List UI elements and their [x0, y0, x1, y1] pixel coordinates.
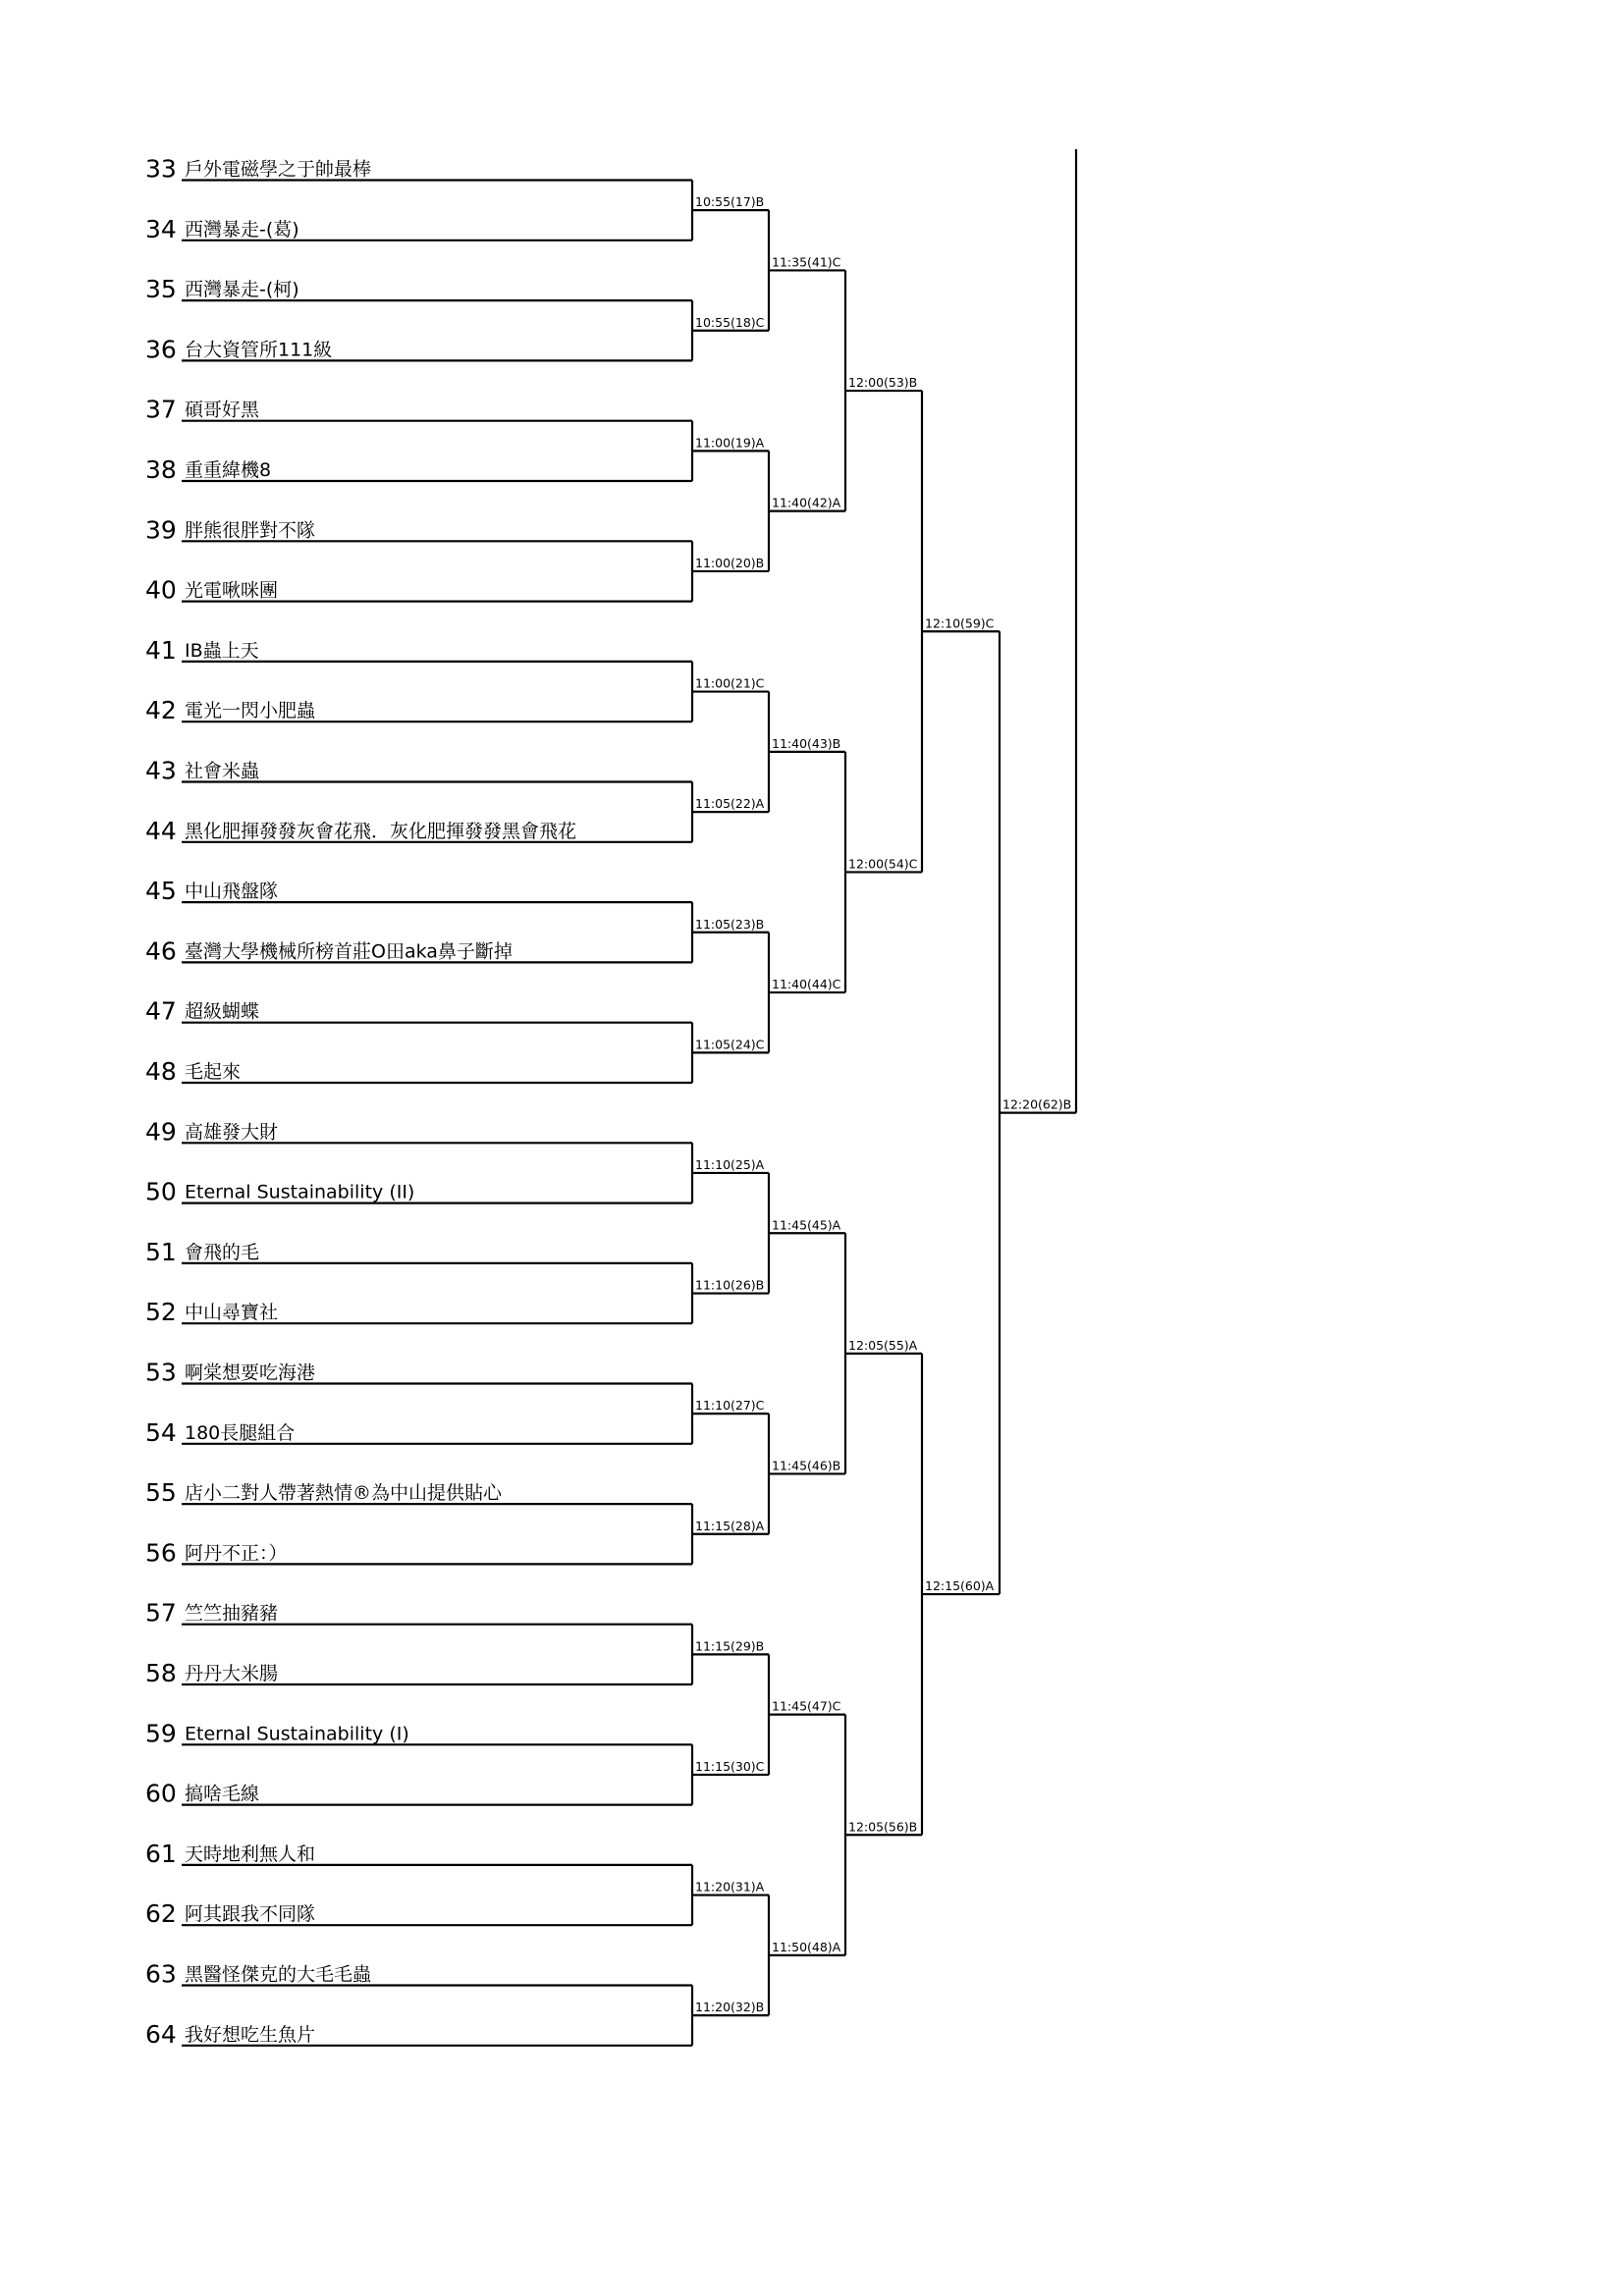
team-seed: 58: [145, 1659, 177, 1687]
match-label: 11:00(21)C: [695, 675, 765, 691]
match-labels: [695, 194, 1071, 2014]
match-label: 11:45(47)C: [772, 1698, 841, 1714]
team-name: Eternal Sustainability (I): [185, 1723, 409, 1745]
match-label: 10:55(17)B: [695, 194, 765, 210]
team-seed: 50: [145, 1177, 177, 1206]
match-label: 11:45(45)A: [772, 1217, 841, 1233]
team-name: 戶外電磁學之于帥最棒: [185, 158, 372, 181]
team-seed: 46: [145, 936, 177, 966]
team-seed: 33: [145, 154, 177, 184]
team-seed: 41: [145, 635, 177, 665]
team-name: 竺竺抽豬豬: [185, 1602, 279, 1625]
team-seed: 61: [145, 1839, 177, 1868]
match-label: 11:15(28)A: [695, 1518, 765, 1533]
match-label: 11:00(20)B: [695, 555, 765, 570]
team-name: 中山飛盤隊: [185, 881, 279, 903]
team-name: 碩哥好黑: [185, 399, 260, 421]
team-seed: 34: [145, 214, 177, 243]
team-name: IB蟲上天: [185, 639, 259, 662]
team-seed: 63: [145, 1959, 177, 1989]
team-name: 黑化肥揮發發灰會花飛．灰化肥揮發發黑會飛花: [185, 820, 577, 842]
team-seed: 45: [145, 877, 177, 906]
team-name: 黑醫怪傑克的大毛毛蟲: [185, 1963, 372, 1986]
team-seed: 53: [145, 1358, 177, 1387]
team-seed: 56: [145, 1538, 177, 1568]
match-label: 11:15(29)B: [695, 1638, 765, 1654]
team-seed: 52: [145, 1298, 177, 1327]
team-name: 社會米蟲: [185, 760, 260, 782]
team-name: 重重緯機8: [185, 459, 272, 481]
team-name: 光電啾咪團: [185, 579, 279, 602]
team-seed: 60: [145, 1779, 177, 1808]
match-label: 11:05(24)C: [695, 1037, 765, 1052]
bracket-lines: [182, 149, 1076, 2046]
match-label: 11:35(41)C: [772, 254, 841, 270]
team-seed: 36: [145, 335, 177, 364]
match-label: 12:00(53)B: [848, 375, 918, 391]
match-label: 11:40(42)A: [772, 495, 841, 510]
team-list: [145, 155, 576, 2049]
team-seed: 38: [145, 455, 177, 484]
match-label: 12:15(60)A: [925, 1578, 995, 1594]
match-label: 11:20(31)A: [695, 1879, 765, 1895]
team-name: 中山尋寶社: [185, 1302, 279, 1324]
team-seed: 39: [145, 515, 177, 545]
match-label: 11:10(27)C: [695, 1398, 765, 1414]
team-name: 我好想吃生魚片: [185, 2023, 316, 2046]
match-label: 11:50(48)A: [772, 1939, 841, 1954]
team-name: 胖熊很胖對不隊: [185, 519, 316, 542]
match-label: 11:40(44)C: [772, 977, 841, 992]
team-name: Eternal Sustainability (II): [185, 1181, 415, 1203]
team-seed: 49: [145, 1117, 177, 1147]
team-seed: 57: [145, 1598, 177, 1628]
team-name: 會飛的毛: [185, 1241, 260, 1263]
team-seed: 59: [145, 1719, 177, 1748]
match-label: 12:05(55)A: [848, 1337, 918, 1353]
match-label: 12:20(62)B: [1002, 1096, 1072, 1112]
match-label: 11:00(19)A: [695, 435, 765, 451]
match-label: 12:00(54)C: [848, 856, 918, 872]
team-seed: 47: [145, 996, 177, 1026]
team-seed: 55: [145, 1478, 177, 1508]
team-name: 丹丹大米腸: [185, 1663, 279, 1684]
team-name: 電光一閃小肥蟲: [185, 700, 316, 722]
match-label: 11:10(25)A: [695, 1156, 765, 1172]
match-label: 11:45(46)B: [772, 1458, 841, 1473]
team-seed: 51: [145, 1237, 177, 1266]
team-seed: 42: [145, 696, 177, 725]
team-seed: 37: [145, 395, 177, 424]
team-name: 搞啥毛線: [185, 1783, 260, 1805]
team-name: 啊棠想要吃海港: [185, 1362, 316, 1384]
match-label: 11:20(32)B: [695, 2000, 765, 2015]
match-label: 11:05(23)B: [695, 916, 765, 932]
team-name: 超級蝴蝶: [185, 1000, 260, 1023]
team-name: 西灣暴走-(葛): [185, 218, 299, 240]
team-seed: 48: [145, 1057, 177, 1086]
team-name: 毛起來: [185, 1061, 242, 1083]
team-name: 阿其跟我不同隊: [185, 1903, 316, 1926]
team-seed: 35: [145, 275, 177, 304]
team-name: 店小二對人帶著熱情®為中山提供貼心: [185, 1482, 503, 1505]
match-label: 12:10(59)C: [925, 615, 995, 631]
team-seed: 40: [145, 575, 177, 605]
team-name: 高雄發大財: [185, 1121, 279, 1144]
team-seed: 54: [145, 1417, 177, 1447]
team-name: 180長腿組合: [185, 1421, 296, 1444]
team-name: 西灣暴走-(柯): [185, 279, 299, 301]
team-seed: 44: [145, 816, 177, 845]
team-seed: 43: [145, 756, 177, 785]
match-label: 11:40(43)B: [772, 735, 841, 751]
match-label: 11:15(30)C: [695, 1758, 765, 1774]
match-label: 11:05(22)A: [695, 796, 765, 812]
match-label: 12:05(56)B: [848, 1819, 918, 1835]
match-label: 11:10(26)B: [695, 1277, 765, 1293]
team-seed: 62: [145, 1899, 177, 1929]
team-name: 阿丹不正：）: [185, 1542, 288, 1565]
team-name: 天時地利無人和: [185, 1842, 316, 1865]
team-name: 台大資管所111級: [185, 339, 333, 361]
team-name: 臺灣大學機械所榜首莊O田aka鼻子斷掉: [185, 940, 513, 963]
team-seed: 64: [145, 2019, 177, 2049]
match-label: 10:55(18)C: [695, 314, 765, 330]
